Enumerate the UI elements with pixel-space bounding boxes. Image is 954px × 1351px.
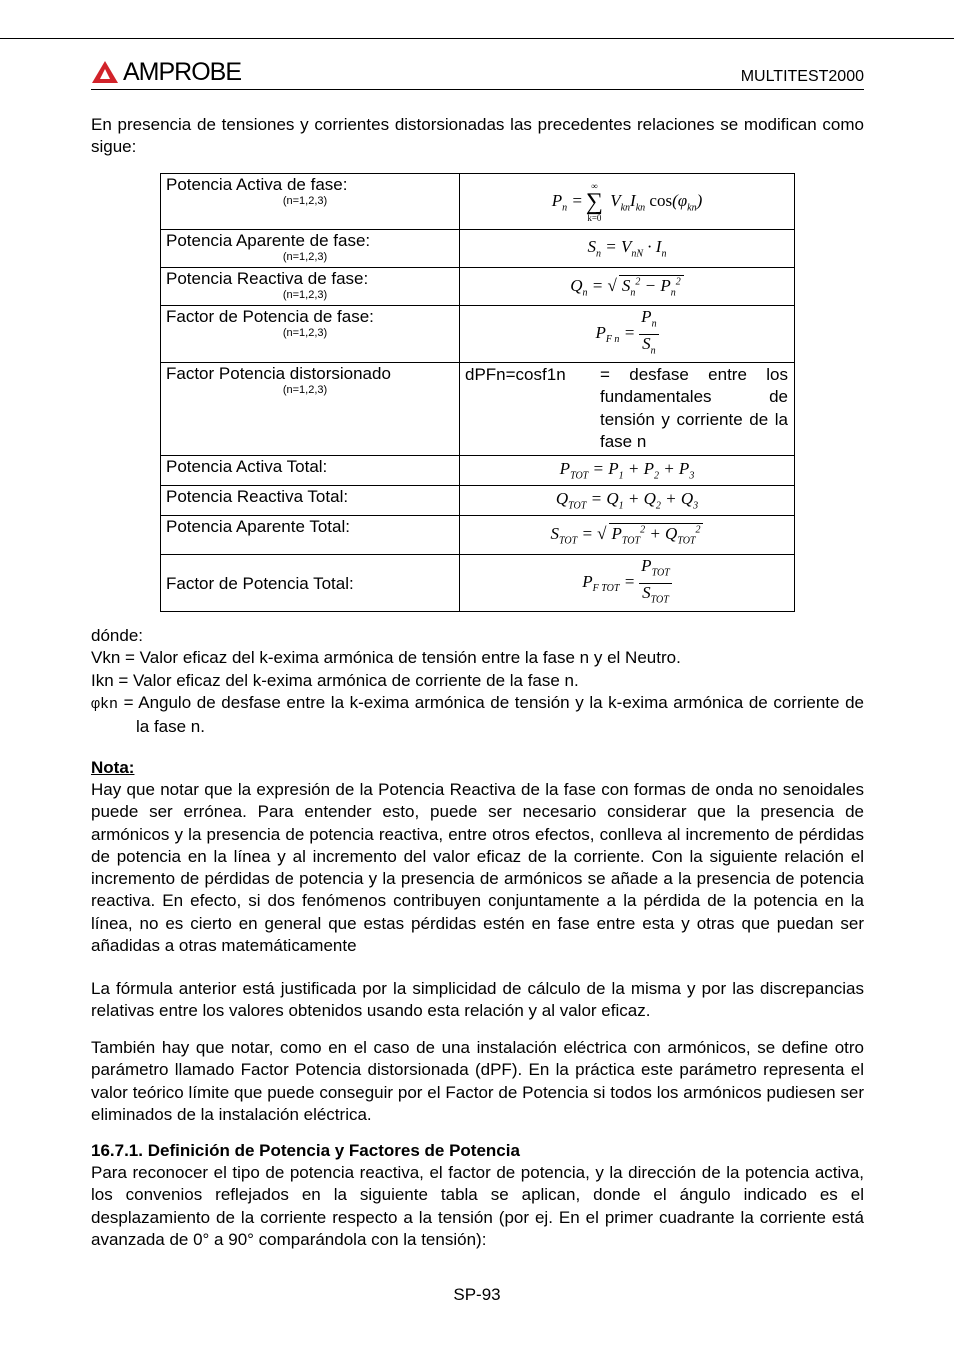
row-label: Potencia Reactiva de fase: (n=1,2,3)	[161, 268, 460, 306]
vkn-definition: Vkn = Valor eficaz del k-exima armónica de tensión entre la fase n y el Neutro.	[91, 648, 681, 668]
page-header	[91, 55, 864, 90]
formula-apparent-power-phase: $S_n = V_{nN} \cdot I_n$	[460, 230, 795, 268]
row-label: Potencia Aparente de fase: (n=1,2,3)	[161, 230, 460, 268]
table-row	[161, 456, 795, 486]
section-body: Para reconocer el tipo de potencia reactiva, el factor de potencia, y la dirección de la potencia activa, los convenios reflejados en la siguiente tabla se aplican, donde el ángulo indicado es el desplazamiento de la corriente respecto a la tensión (por ej. En el primer cuadrante la corriente está avanzada de 0° a 90° comparándola con la tensión):	[91, 1163, 864, 1249]
phi-definition: φkn = Angulo de desfase entre la k-exima armónica de tensión y la k-exima armónica de corriente de la fase n.	[91, 692, 864, 737]
formula-reactive-power-phase: $Q_n$ = √ $S_n^2 - P_n^2$	[460, 268, 795, 306]
donde-label: dónde:	[91, 626, 143, 645]
formula-active-power-total: $P_{TOT} = P_1 + P_2 + P_3$	[460, 456, 795, 486]
table-row	[161, 230, 795, 268]
table-row	[161, 268, 795, 306]
definitions	[91, 625, 864, 738]
table-row	[161, 174, 795, 230]
row-label: Potencia Activa de fase: (n=1,2,3)	[161, 174, 460, 230]
table-row	[161, 306, 795, 363]
row-label: Potencia Aparente Total:	[161, 516, 460, 555]
table-row	[161, 516, 795, 555]
nota-paragraph-3: También hay que notar, como en el caso de una instalación eléctrica con armónicos, se define otro parámetro llamado Factor Potencia distorsionada (dPF). En la práctica este parámetro representa el valor teórico límite que puede conseguir por el Factor de Potencia si todos los armónicos pudiesen ser eliminados de la instalación eléctrica.	[91, 1038, 864, 1124]
formula-power-factor-total: $P_{F TOT}$ = $\frac{P_{TOT}}{S_{TOT}}$	[460, 555, 795, 612]
row-label: Potencia Reactiva Total:	[161, 486, 460, 516]
dpf-definition: dPFn=cosf1n = desfase entre los fundamentales de tensión y corriente de la fase n	[460, 363, 795, 456]
top-rule	[0, 38, 954, 39]
nota-paragraph-1: Hay que notar que la expresión de la Potencia Reactiva de la fase con formas de onda no senoidales puede ser errónea. Para entender esto, puede ser necesario considerar que la presencia de armónicos y la presencia de potencia reactiva, entre otros efectos, conlleva al incremento de pérdidas de potencia en la línea y al incremento del valor eficaz de la corriente. Con la siguiente relación el incremento de pérdidas de potencia y la presencia de armónicos se añade a la presencia de potencia reactiva. En efecto, si dos fenómenos contribuyen conjuntamente a la pérdida de la potencia en la línea, no es cierto en general que estas pérdidas estén en fase entre esta y otras que puedan ser añadidas a otras matemáticamente	[91, 780, 864, 956]
formula-active-power-phase: $P_n$ = ∞ ∑ k=0 $V_{kn}I_{kn}$ $\cos(\varphi_{kn})$	[460, 174, 795, 230]
row-label: Factor de Potencia Total:	[161, 555, 460, 612]
ikn-definition: Ikn = Valor eficaz del k-exima armónica de corriente de la fase n.	[91, 670, 579, 690]
nota-title: Nota:	[91, 758, 135, 777]
intro-paragraph: En presencia de tensiones y corrientes distorsionadas las precedentes relaciones se modifican como sigue:	[91, 115, 864, 157]
brand-name: AMPROBE	[123, 58, 242, 86]
page-number: SP-93	[453, 1285, 501, 1304]
formula-apparent-power-total: $S_{TOT}$ = √ $P_{TOT}^2 + Q_{TOT}^2$	[460, 516, 795, 555]
row-label: Factor Potencia distorsionado (n=1,2,3)	[161, 363, 460, 456]
nota-paragraph-2: La fórmula anterior está justificada por la simplicidad de cálculo de la misma y por las discrepancias relativas entre los valores obtenidos usando esta relación y al valor eficaz.	[91, 979, 864, 1021]
table-row	[161, 555, 795, 612]
document-title: MULTITEST2000	[740, 68, 864, 85]
formula-table	[160, 173, 795, 612]
table-row	[161, 486, 795, 516]
row-label: Potencia Activa Total:	[161, 456, 460, 486]
brand-logo	[91, 58, 241, 86]
formula-power-factor-phase: $P_{F n}$ = $\frac{P_n}{S_n}$	[460, 306, 795, 363]
formula-reactive-power-total: $Q_{TOT} = Q_1 + Q_2 + Q_3$	[460, 486, 795, 516]
section-heading: 16.7.1. Definición de Potencia y Factores de Potencia	[91, 1141, 520, 1160]
warning-triangle-icon	[91, 60, 119, 84]
table-row	[161, 363, 795, 456]
row-label: Factor de Potencia de fase: (n=1,2,3)	[161, 306, 460, 363]
